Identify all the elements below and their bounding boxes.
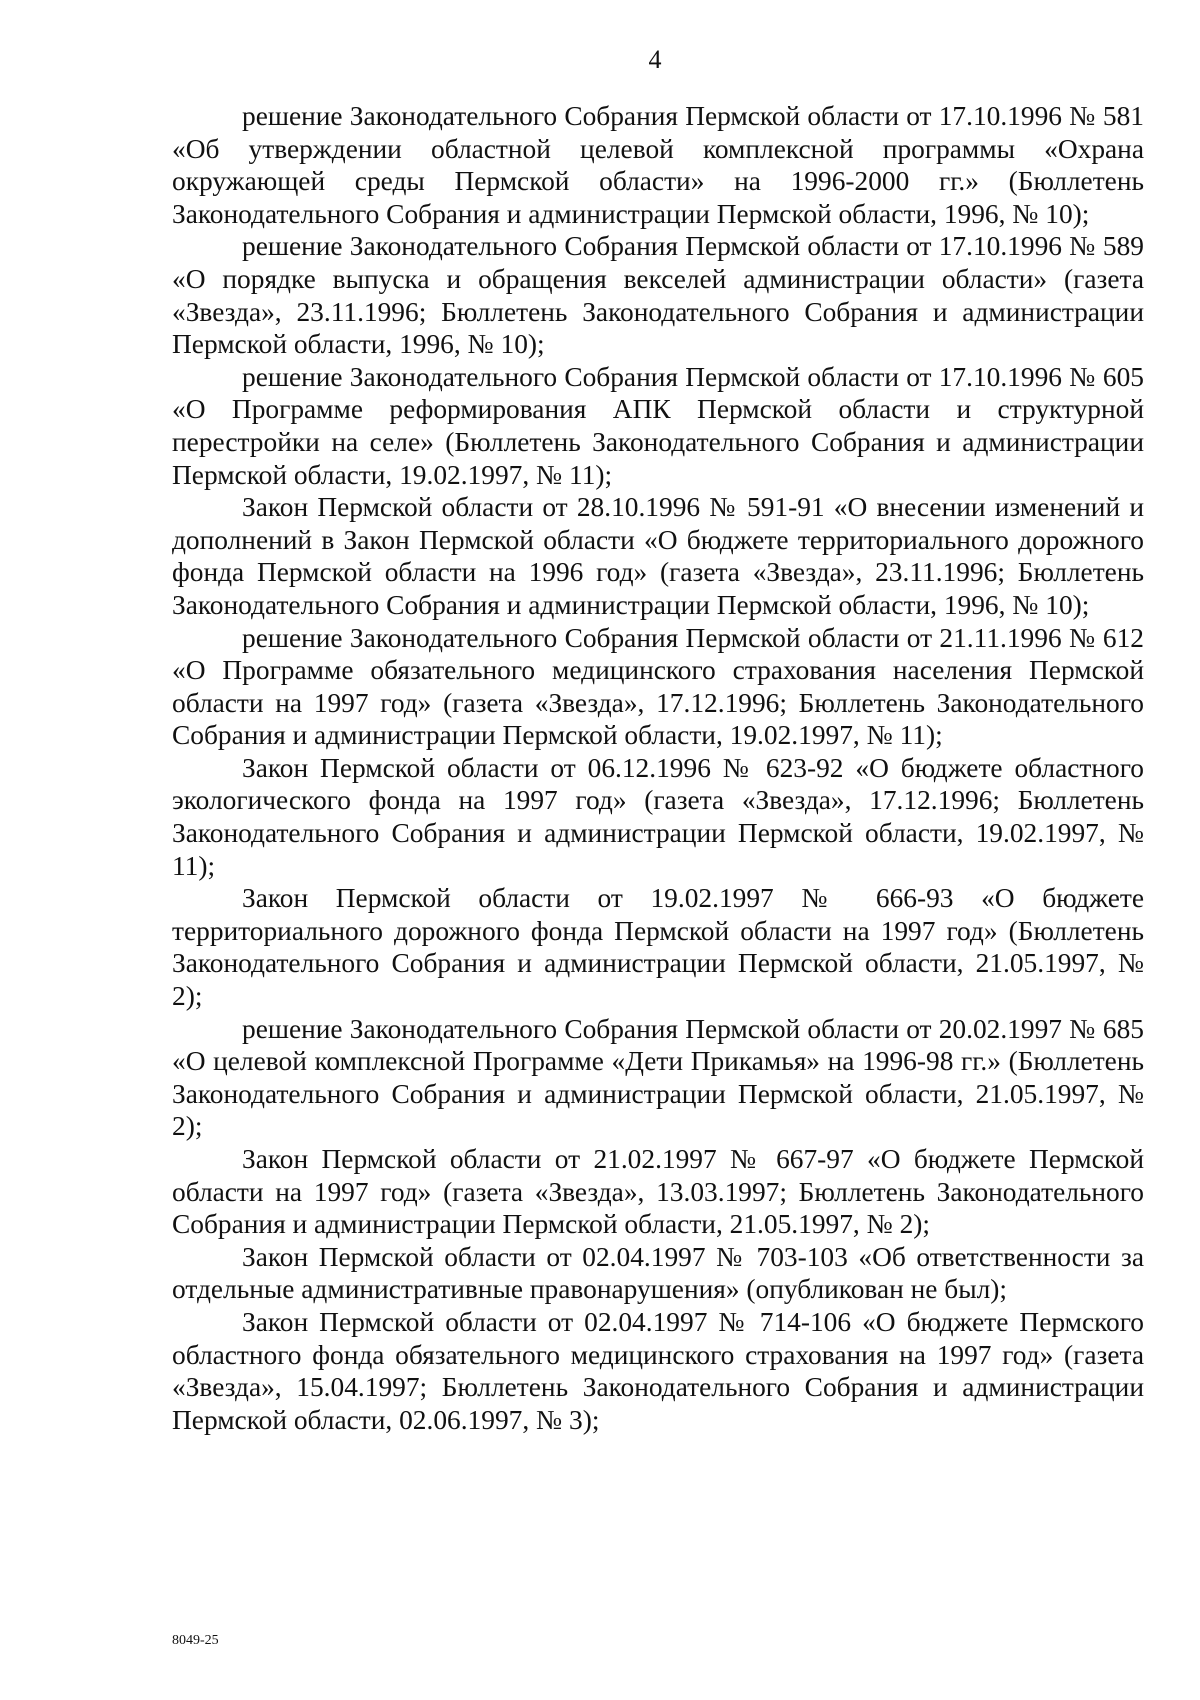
paragraph-2: решение Законодательного Собрания Пермской области от 17.10.1996 № 589 «О порядке выпуска и обращения векселей администрации области» (газета «Звезда», 23.11.1996; Бюллетень Законодательного Собрания и администрации Пермской области, 1996, № 10); xyxy=(172,231,1144,360)
paragraph-1: решение Законодательного Собрания Пермской области от 17.10.1996 № 581 «Об утверждении областной целевой комплексной программы «Охрана окружающей среды Пермской области» на 1996-2000 гг.» (Бюллетень Законодательного Собрания и администрации Пермской области, 1996, № 10); xyxy=(172,101,1144,229)
paragraph-5: решение Законодательного Собрания Пермской области от 21.11.1996 № 612 «О Программе обязательного медицинского страхования населения Пермской области на 1997 год» (газета «Звезда», 17.12.1996; Бюллетень Законодательного Собрания и администрации Пермской области, 19.02.1997, № 11); xyxy=(172,622,1144,751)
paragraph-10: Закон Пермской области от 02.04.1997 № 703-103 «Об ответственности за отдельные административные правонарушения» (опубликован не был); xyxy=(172,1241,1144,1305)
paragraph-3: решение Законодательного Собрания Пермской области от 17.10.1996 № 605 «О Программе реформирования АПК Пермской области и структурной перестройки на селе» (Бюллетень Законодательного Собрания и администрации Пермской области, 19.02.1997, № 11); xyxy=(172,361,1144,490)
page-number: 4 xyxy=(648,45,662,74)
paragraph-11: Закон Пермской области от 02.04.1997 № 714-106 «О бюджете Пермского областного фонда обязательного медицинского страхования на 1997 год» (газета «Звезда», 15.04.1997; Бюллетень Законодательного Собрания и администрации Пермской области, 02.06.1997, № 3); xyxy=(172,1306,1144,1435)
paragraph-8: решение Законодательного Собрания Пермской области от 20.02.1997 № 685 «О целевой комплексной Программе «Дети Прикамья» на 1996-98 гг.» (Бюллетень Законодательного Собрания и администрации Пермской области, 21.05.1997, № 2); xyxy=(172,1013,1144,1142)
paragraph-6: Закон Пермской области от 06.12.1996 № 623-92 «О бюджете областного экологического фонда на 1997 год» (газета «Звезда», 17.12.1996; Бюллетень Законодательного Собрания и администрации Пермской области, 19.02.1997, № 11); xyxy=(172,752,1144,881)
paragraph-9: Закон Пермской области от 21.02.1997 № 667-97 «О бюджете Пермской области на 1997 год» (газета «Звезда», 13.03.1997; Бюллетень Законодательного Собрания и администрации Пермской области, 21.05.1997, № 2); xyxy=(172,1144,1144,1240)
document-code: 8049-25 xyxy=(172,1633,219,1648)
paragraph-7: Закон Пермской области от 19.02.1997 № 666-93 «О бюджете территориального дорожного фонда Пермской области на 1997 год» (Бюллетень Законодательного Собрания и администрации Пермской области, 21.05.1997, № 2); xyxy=(172,883,1144,1012)
paragraph-4: Закон Пермской области от 28.10.1996 № 591-91 «О внесении изменений и дополнений в Закон Пермской области «О бюджете территориального дорожного фонда Пермской области на 1996 год» (газета «Звезда», 23.11.1996; Бюллетень Законодательного Собрания и администрации Пермской области, 1996, № 10); xyxy=(172,492,1144,620)
document-body xyxy=(172,100,1144,1436)
